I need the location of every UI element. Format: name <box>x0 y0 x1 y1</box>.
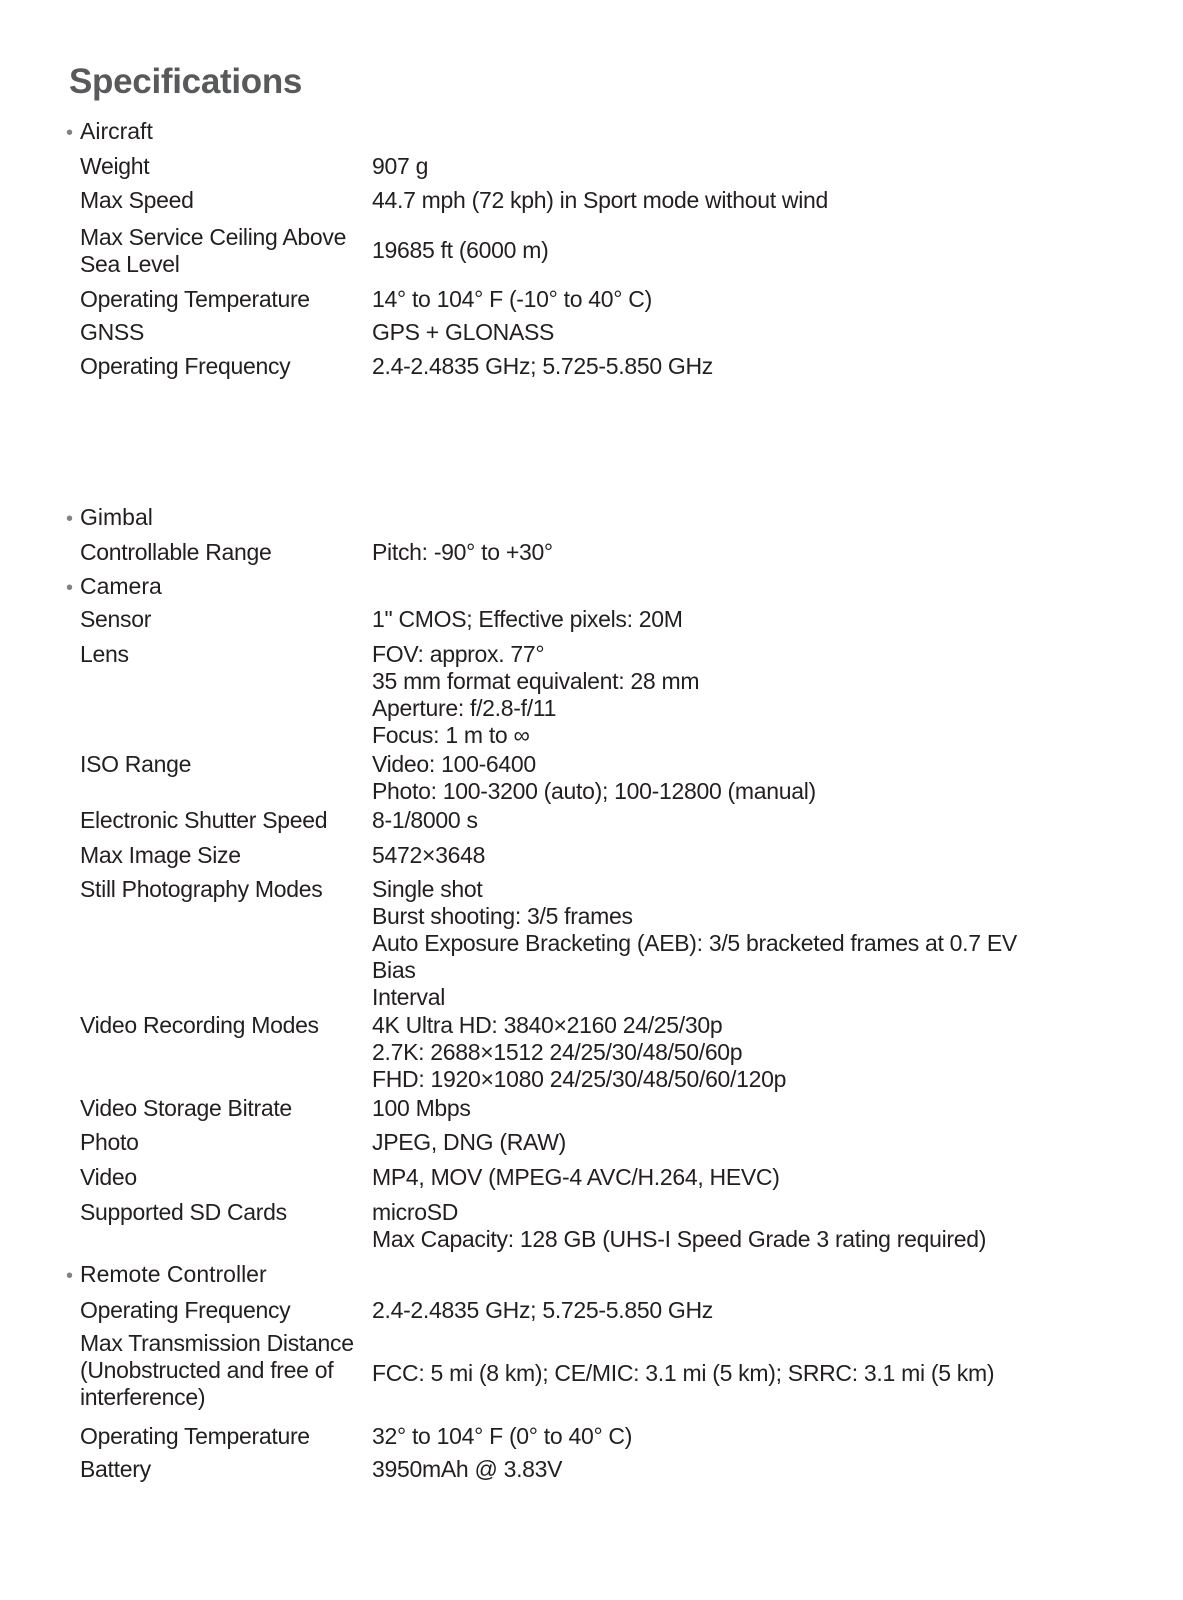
spec-value <box>372 807 1072 834</box>
spec-label: Lens <box>80 641 129 667</box>
spec-label: Still Photography Modes <box>80 876 323 902</box>
spec-value-line: 2.7K: 2688×1512 24/25/30/48/50/60p <box>372 1039 743 1065</box>
spec-label: Operating Frequency <box>80 1297 291 1323</box>
spec-value-line: 19685 ft (6000 m) <box>372 237 549 263</box>
spec-label: ISO Range <box>80 751 192 777</box>
spec-label: Weight <box>80 153 150 179</box>
spec-label: Video Recording Modes <box>80 1012 319 1038</box>
spec-value-line: 5472×3648 <box>372 842 486 868</box>
section-heading-label: Remote Controller <box>80 1261 267 1287</box>
bullet-icon: • <box>66 1265 74 1287</box>
spec-value-line: FCC: 5 mi (8 km); CE/MIC: 3.1 mi (5 km); SRRC: 3.1 mi (5 km) <box>372 1360 995 1386</box>
spec-label: Operating Frequency <box>80 353 291 379</box>
spec-label: Max Service Ceiling Above Sea Level <box>80 224 347 277</box>
bullet-icon: • <box>66 122 74 144</box>
spec-label: Video <box>80 1164 137 1190</box>
spec-value-line: Pitch: -90° to +30° <box>372 539 553 565</box>
spec-value <box>372 1012 1072 1093</box>
spec-value <box>372 1297 1072 1324</box>
spec-value-line: 2.4-2.4835 GHz; 5.725-5.850 GHz <box>372 1297 714 1323</box>
spec-value-line: Auto Exposure Bracketing (AEB): 3/5 bracketed frames at 0.7 EV <box>372 930 1017 956</box>
spec-value <box>372 319 1072 346</box>
spec-value-line: Focus: 1 m to ∞ <box>372 722 530 748</box>
page-title: Specifications <box>69 62 303 101</box>
bullet-icon: • <box>66 577 74 599</box>
spec-value <box>372 1199 1072 1253</box>
spec-label: Max Speed <box>80 187 194 213</box>
spec-label: Photo <box>80 1129 139 1155</box>
spec-value <box>372 1360 1072 1387</box>
spec-value-line: 8-1/8000 s <box>372 807 478 833</box>
spec-value <box>372 641 1072 749</box>
spec-label: GNSS <box>80 319 144 345</box>
spec-value-line: 3950mAh @ 3.83V <box>372 1456 563 1482</box>
spec-value <box>372 353 1072 380</box>
section-heading-label: Camera <box>80 573 162 599</box>
spec-value <box>372 153 1072 180</box>
spec-value <box>372 1129 1072 1156</box>
spec-value <box>372 539 1072 566</box>
spec-label: Electronic Shutter Speed <box>80 807 328 833</box>
spec-value <box>372 237 1072 264</box>
section-heading-remote-controller <box>66 1261 267 1290</box>
spec-value <box>372 286 1072 313</box>
spec-value-line: 14° to 104° F (-10° to 40° C) <box>372 286 652 312</box>
spec-value <box>372 1423 1072 1450</box>
section-heading-gimbal <box>66 504 153 533</box>
spec-value <box>372 606 1072 633</box>
spec-value-line: 100 Mbps <box>372 1095 471 1121</box>
spec-value-line: Bias <box>372 957 416 983</box>
spec-value <box>372 876 1072 1011</box>
spec-value-line: Aperture: f/2.8-f/11 <box>372 695 557 721</box>
spec-value-line: microSD <box>372 1199 459 1225</box>
spec-value-line: JPEG, DNG (RAW) <box>372 1129 566 1155</box>
spec-value-line: Burst shooting: 3/5 frames <box>372 903 633 929</box>
spec-value-line: 1" CMOS; Effective pixels: 20M <box>372 606 683 632</box>
spec-value <box>372 187 1072 214</box>
spec-label: Supported SD Cards <box>80 1199 287 1225</box>
spec-value <box>372 1456 1072 1483</box>
spec-value <box>372 751 1072 805</box>
spec-value-line: Video: 100-6400 <box>372 751 536 777</box>
section-heading-camera <box>66 573 162 602</box>
spec-label: Battery <box>80 1456 151 1482</box>
spec-label: Sensor <box>80 606 152 632</box>
spec-value-line: Interval <box>372 984 446 1010</box>
spec-value <box>372 1164 1072 1191</box>
spec-value-line: FOV: approx. 77° <box>372 641 545 667</box>
spec-value <box>372 842 1072 869</box>
spec-value-line: GPS + GLONASS <box>372 319 555 345</box>
spec-label: Controllable Range <box>80 539 272 565</box>
spec-value-line: Photo: 100-3200 (auto); 100-12800 (manual) <box>372 778 816 804</box>
spec-value-line: 907 g <box>372 153 429 179</box>
spec-value-line: 4K Ultra HD: 3840×2160 24/25/30p <box>372 1012 723 1038</box>
spec-label: Max Transmission Distance (Unobstructed and free of interference) <box>80 1330 354 1410</box>
section-heading-label: Aircraft <box>80 118 153 144</box>
spec-value-line: 44.7 mph (72 kph) in Sport mode without wind <box>372 187 828 213</box>
section-heading-label: Gimbal <box>80 504 153 530</box>
spec-value <box>372 1095 1072 1122</box>
spec-value-line: Single shot <box>372 876 483 902</box>
spec-label: Operating Temperature <box>80 286 310 312</box>
section-heading-aircraft <box>66 118 153 147</box>
bullet-icon: • <box>66 508 74 530</box>
spec-value-line: 2.4-2.4835 GHz; 5.725-5.850 GHz <box>372 353 714 379</box>
spec-label: Max Image Size <box>80 842 241 868</box>
spec-value-line: MP4, MOV (MPEG-4 AVC/H.264, HEVC) <box>372 1164 780 1190</box>
spec-value-line: FHD: 1920×1080 24/25/30/48/50/60/120p <box>372 1066 787 1092</box>
spec-value-line: Max Capacity: 128 GB (UHS-I Speed Grade 3 rating required) <box>372 1226 987 1252</box>
spec-value-line: 35 mm format equivalent: 28 mm <box>372 668 700 694</box>
spec-label: Video Storage Bitrate <box>80 1095 292 1121</box>
spec-value-line: 32° to 104° F (0° to 40° C) <box>372 1423 633 1449</box>
spec-label: Operating Temperature <box>80 1423 310 1449</box>
